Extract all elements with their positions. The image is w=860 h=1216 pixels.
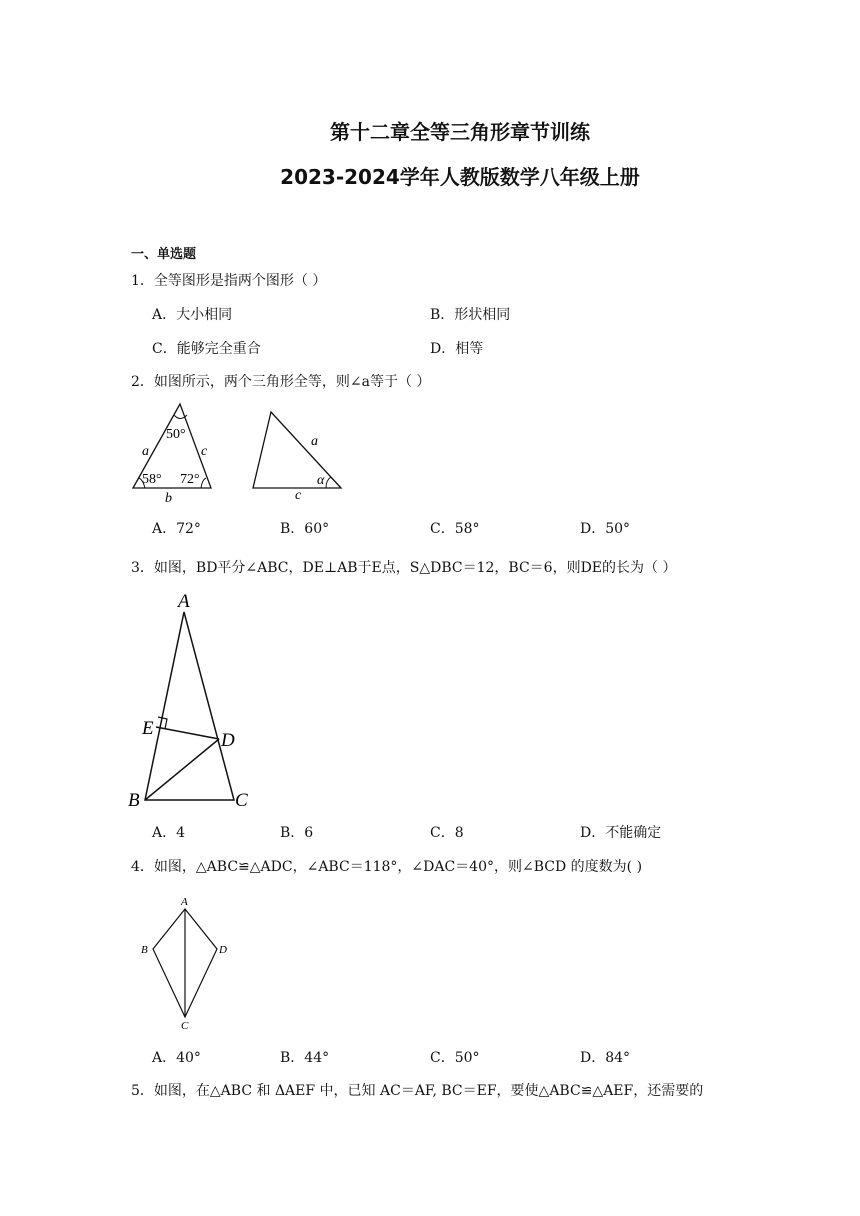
- q3-label-b: B: [128, 790, 140, 811]
- q3-label-d: D: [221, 730, 235, 751]
- q4-label-d: D: [219, 944, 227, 956]
- q3-label-e: E: [142, 718, 154, 739]
- q4-label-c: C: [181, 1020, 189, 1032]
- q2-option-a: A．72°: [152, 521, 201, 537]
- q2-figure: [125, 398, 355, 508]
- q2-label-side-b: b: [165, 491, 172, 506]
- q1-option-b: B．形状相同: [430, 307, 511, 323]
- q3-option-b: B．6: [280, 825, 314, 841]
- section-heading: 一、单选题: [131, 247, 197, 262]
- q4-option-b: B．44°: [280, 1050, 330, 1066]
- q2-label-50: 50°: [166, 427, 186, 442]
- q4-label-b: B: [141, 944, 148, 956]
- q1-option-d: D．相等: [430, 341, 484, 357]
- q2-option-d: D．50°: [580, 521, 631, 537]
- question-1: 1．全等图形是指两个图形（ ）: [131, 273, 327, 289]
- q2-label-alpha: α: [317, 473, 325, 488]
- q1-option-a: A．大小相同: [152, 307, 233, 323]
- q2-option-b: B．60°: [280, 521, 330, 537]
- q3-option-c: C．8: [430, 825, 464, 841]
- q2-label-tri2-a: a: [311, 434, 318, 449]
- question-4: 4．如图，△ABC≌△ADC，∠ABC＝118°，∠DAC＝40°，则∠BCD 的度数为( ): [131, 859, 643, 875]
- q2-label-side-a: a: [142, 444, 149, 459]
- q3-figure: [125, 588, 265, 813]
- question-5: 5．如图，在△ABC 和 ΔAEF 中，已知 AC＝AF, BC＝EF，要使△ABC≌△AEF，还需要的: [131, 1083, 704, 1099]
- q2-angle-arc-alpha: [326, 477, 331, 488]
- q3-label-a: A: [178, 591, 190, 612]
- q2-triangle-2: [253, 412, 341, 488]
- q2-label-58: 58°: [142, 472, 162, 487]
- q1-option-c: C．能够完全重合: [152, 341, 261, 357]
- q3-option-d: D．不能确定: [580, 825, 662, 841]
- q2-angle-arc-br: [201, 478, 206, 488]
- q4-figure: [135, 893, 245, 1038]
- q4-option-d: D．84°: [580, 1050, 631, 1066]
- q3-label-c: C: [235, 790, 248, 811]
- q3-triangle-abc: [145, 612, 234, 800]
- q4-option-a: A．40°: [152, 1050, 201, 1066]
- doc-title-line1: 第十二章全等三角形章节训练: [330, 120, 590, 144]
- q2-option-c: C．58°: [430, 521, 480, 537]
- q4-label-a: A: [181, 896, 188, 908]
- question-3: 3．如图，BD平分∠ABC，DE⊥AB于E点，S△DBC＝12，BC＝6，则DE的长为（ ）: [131, 560, 677, 576]
- q4-option-c: C．50°: [430, 1050, 480, 1066]
- q2-label-tri2-c: c: [295, 488, 302, 503]
- question-2: 2．如图所示，两个三角形全等，则∠a等于（ ）: [131, 374, 431, 390]
- doc-title-line2: 2023-2024学年人教版数学八年级上册: [280, 165, 640, 189]
- q3-option-a: A．4: [152, 825, 186, 841]
- q2-label-72: 72°: [180, 472, 200, 487]
- q2-label-side-c: c: [201, 444, 208, 459]
